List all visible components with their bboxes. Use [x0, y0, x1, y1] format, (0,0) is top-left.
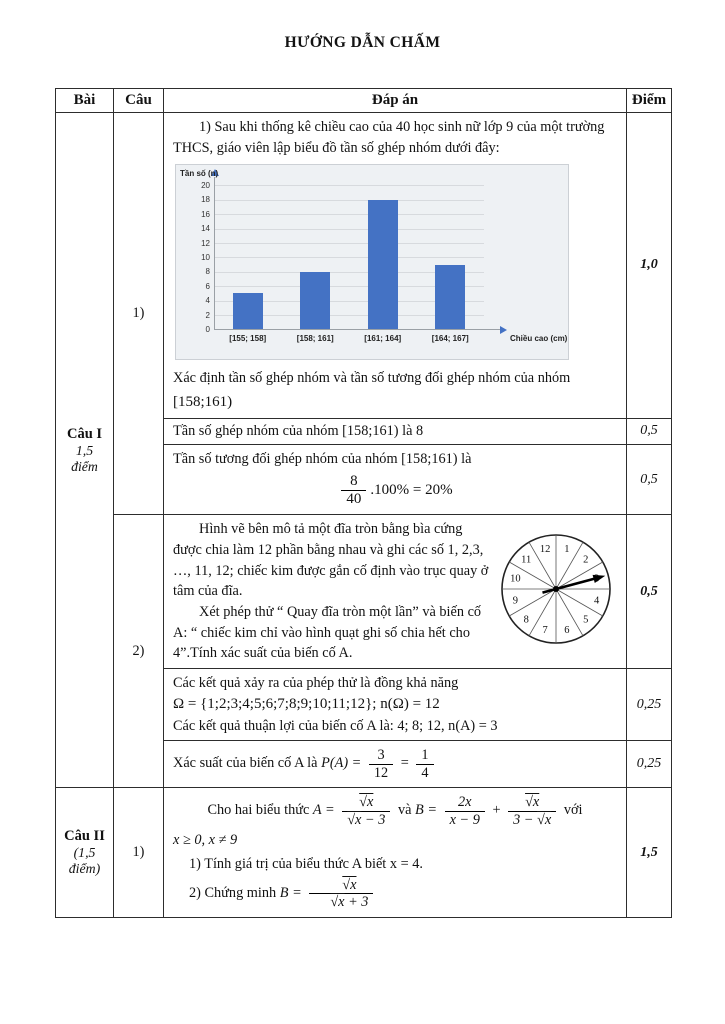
disk-answer-cell	[164, 515, 627, 669]
y-tick-label: 12	[201, 238, 210, 248]
gridline	[214, 243, 484, 244]
bai-cau2-title: Câu II	[64, 828, 105, 845]
sector-number: 11	[521, 554, 532, 566]
omega-cell	[164, 669, 627, 741]
sector-number: 12	[539, 543, 551, 555]
bai-cau1-title: Câu I	[66, 425, 103, 442]
disk-paragraph-1: Hình vẽ bên mô tả một đĩa tròn bằng bìa cứng được chia làm 12 phần bằng nhau và ghi các số 1, 2,3, …, 11, 12; chiếc kim được gắn cố định vào trục quay ở tâm của đĩa.	[173, 521, 489, 600]
fraction-B1: $\frac{2x}{x - 9}$	[445, 794, 485, 828]
omega-line1: Các kết quả xảy ra của phép thử là đồng khả năng	[173, 675, 459, 692]
relative-frequency-cell	[164, 444, 627, 514]
y-tick-label: 16	[201, 209, 210, 219]
bai-cau1-cell	[56, 113, 114, 788]
x-axis-label: Chiều cao (cm)	[510, 334, 568, 344]
bai-cau2-score-unit: điểm)	[68, 861, 101, 877]
disk-problem-text	[173, 519, 489, 664]
frequency-bar-chart	[175, 164, 569, 360]
cau1-q1-label: 1)	[114, 113, 164, 515]
fraction-A: $\frac{√x}{√x - 3}$	[342, 794, 390, 828]
bar-[158; 161]	[300, 272, 330, 330]
bai-cau1-score: 1,5	[75, 442, 94, 458]
x-tick-label: [158; 161]	[296, 334, 334, 344]
x-tick-label: [161; 164]	[364, 334, 402, 344]
x-axis-arrow-icon	[500, 326, 507, 334]
diem-omega: 0,25	[627, 669, 672, 741]
cau2-and: và	[397, 802, 412, 819]
omega-line3: Các kết quả thuận lợi của biến cố A là: 4; 8; 12, n(A) = 3	[173, 717, 498, 734]
chart-intro-text: 1) Sau khi thống kê chiều cao của 40 học sinh nữ lớp 9 của một trường THCS, giáo viên lập biểu đồ tần số ghép nhóm dưới đây:	[173, 119, 605, 156]
x-tick-label: [155; 158]	[229, 334, 267, 344]
bar-[155; 158]	[233, 293, 263, 329]
cau2-condition-line: x ≥ 0, x ≠ 9	[173, 832, 238, 849]
col-header-bai: Bài	[56, 89, 114, 113]
cau2-answer-cell	[164, 788, 627, 918]
diem-probability: 0,25	[627, 741, 672, 788]
needle-pivot	[553, 586, 559, 592]
fraction-1-4: $\frac{1}{4}$	[416, 747, 433, 781]
bai-cau2-score: (1,5	[73, 845, 96, 861]
diem-chart: 1,0	[627, 113, 672, 419]
sector-number: 4	[594, 595, 600, 607]
col-header-cau: Câu	[114, 89, 164, 113]
row-cau2	[56, 788, 672, 918]
bai-cau2-cell	[56, 788, 114, 918]
sector-number: 7	[542, 625, 548, 637]
y-tick-label: 0	[205, 324, 210, 334]
gridline	[214, 185, 484, 186]
bai-cau1-score-unit: điểm	[71, 458, 98, 474]
y-tick-label: 18	[201, 195, 210, 205]
equals-sign: =	[400, 755, 409, 772]
disk-paragraph-2: Xét phép thử “ Quay đĩa tròn một lần” và biến cố A: “ chiếc kim chỉ vào hình quạt ghi số chia hết cho 4”.Tính xác suất của biến cố A.	[173, 604, 482, 662]
relative-frequency-lead: Tần số tương đối ghép nhóm của nhóm [158;161) là	[173, 450, 472, 467]
sector-number: 8	[523, 614, 529, 626]
cau2-lead: Cho hai biểu thức	[207, 802, 310, 819]
fraction-8-40: $\frac{8}{40}$	[341, 473, 366, 509]
cau2-part1-line: 1) Tính giá trị của biểu thức A biết x = 4.	[189, 855, 423, 872]
sector-number: 6	[564, 625, 570, 637]
sector-number: 9	[512, 595, 518, 607]
spinner-svg	[497, 530, 615, 648]
diem-relative-frequency: 0,5	[627, 444, 672, 514]
row-chart	[56, 113, 672, 419]
y-axis-label: Tần số (n)	[180, 169, 219, 179]
probability-lead: Xác suất của biến cố A là	[173, 755, 318, 772]
fraction-B2: $\frac{√x}{3 - √x}$	[508, 794, 556, 828]
relative-frequency-tail: .100% = 20%	[370, 481, 453, 498]
plus-sign: +	[492, 802, 501, 819]
y-tick-label: 2	[205, 310, 210, 320]
disk-layout	[173, 519, 617, 664]
probability-formula	[173, 747, 617, 781]
omega-line2: Ω = {1;2;3;4;5;6;7;8;9;10;11;12}; n(Ω) = 12	[173, 695, 440, 712]
y-tick-label: 4	[205, 296, 210, 306]
probability-pa: P(A) =	[321, 755, 362, 772]
sector-number: 2	[583, 554, 589, 566]
cau2-part2-lead: 2) Chứng minh	[189, 885, 280, 902]
cau2-tail: với	[563, 802, 583, 819]
cau2-b-equals: B =	[415, 802, 437, 819]
cau2-expression-line	[173, 794, 617, 828]
diem-disk: 0,5	[627, 515, 672, 669]
gridline	[214, 200, 484, 201]
header-row	[56, 89, 672, 113]
col-header-diem: Điểm	[627, 89, 672, 113]
gridline	[214, 229, 484, 230]
bar-[161; 164]	[368, 200, 398, 330]
x-axis	[214, 329, 500, 330]
spinner-wheel	[495, 530, 617, 653]
y-tick-label: 10	[201, 252, 210, 262]
diem-cau2: 1,5	[627, 788, 672, 918]
sector-number: 5	[583, 614, 589, 626]
cau2-part2-line	[173, 877, 617, 911]
y-tick-label: 6	[205, 281, 210, 291]
probability-cell	[164, 741, 627, 788]
col-header-dap-an: Đáp án	[164, 89, 627, 113]
interval-notation: [158;161)	[173, 394, 233, 411]
fraction-3-12: $\frac{3}{12}$	[369, 747, 393, 781]
bar-[164; 167]	[435, 265, 465, 330]
chart-question-text: Xác định tần số ghép nhóm và tần số tương đối ghép nhóm của nhóm	[173, 370, 571, 387]
fraction-B-result: $\frac{√x}{√x + 3}$	[309, 877, 373, 911]
y-tick-label: 8	[205, 267, 210, 277]
cau2-part2-b-equals: B =	[279, 885, 302, 902]
diem-frequency: 0,5	[627, 418, 672, 444]
sector-number: 10	[510, 573, 521, 585]
cau2-a-equals: A =	[312, 802, 335, 819]
chart-answer-cell	[164, 113, 627, 419]
cau1-q2-label: 2)	[114, 515, 164, 788]
frequency-answer-text: Tần số ghép nhóm của nhóm [158;161) là 8	[164, 418, 627, 444]
sector-number: 1	[564, 543, 570, 555]
y-tick-label: 14	[201, 224, 210, 234]
x-tick-label: [164; 167]	[431, 334, 469, 344]
y-axis	[214, 177, 215, 329]
gridline	[214, 257, 484, 258]
page-title: HƯỚNG DẪN CHẤM	[284, 34, 441, 51]
row-disk	[56, 515, 672, 669]
grading-table	[55, 88, 672, 918]
gridline	[214, 214, 484, 215]
relative-frequency-formula	[173, 473, 617, 509]
cau2-q-label: 1)	[114, 788, 164, 918]
y-tick-label: 20	[201, 180, 210, 190]
